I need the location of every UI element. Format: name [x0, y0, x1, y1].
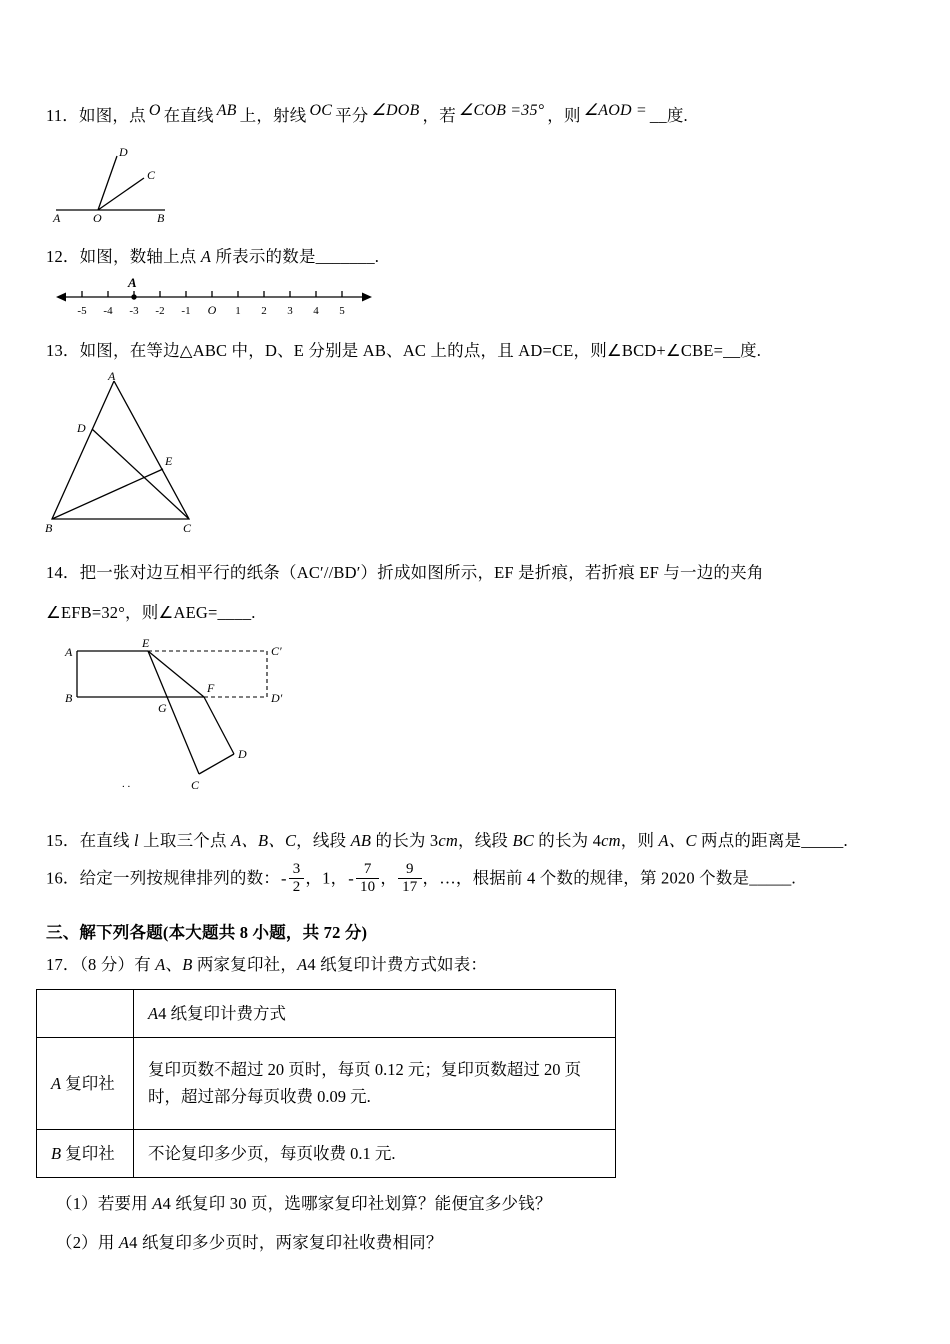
- q11-math-point-o: O: [148, 102, 161, 119]
- q11-label-c: C: [147, 168, 156, 182]
- q11-math-angle-dob: ∠DOB: [371, 102, 420, 119]
- q11-ray-od: [98, 156, 117, 210]
- q16-text: ，: [380, 868, 398, 888]
- q17-sub1-text: （1）若要用: [56, 1193, 148, 1213]
- q16-numerator: 7: [363, 861, 372, 877]
- q16-denominator: 17: [398, 878, 421, 896]
- q12-left-arrowhead: [56, 293, 66, 302]
- question-16: [46, 863, 898, 897]
- q14-label-g: G: [158, 701, 167, 715]
- q16-fraction-9-17: [398, 862, 421, 896]
- shop-b-var: B: [51, 1143, 62, 1163]
- q13-label-a: A: [108, 371, 116, 383]
- table-row-header: [37, 989, 616, 1037]
- q13-label-b: B: [45, 521, 53, 535]
- q15-math-cm: cm: [438, 831, 459, 850]
- q14-label-e: E: [142, 637, 150, 650]
- q16-denominator: 10: [356, 878, 379, 896]
- q12-tick-label: 5: [339, 305, 345, 317]
- q13-text: 如图，在等边△ABC 中，D、E 分别是 AB、AC 上的点，且 AD=CE，则∠BCD+∠CBE=__度.: [79, 341, 762, 360]
- shop-a-label: 复印社: [65, 1073, 115, 1093]
- q17-number: 17．: [46, 954, 80, 974]
- q15-text: 上取三个点: [143, 831, 227, 850]
- q16-fraction-3-2: [289, 862, 305, 896]
- table-cell-shop-a-label: [37, 1037, 134, 1129]
- q11-math-angle-aod: ∠AOD =: [583, 102, 647, 119]
- q14-text: 把一张对边互相平行的纸条（AC′//BD′）折成如图所示，EF 是折痕，若折痕 EF 与一边的夹角: [79, 563, 764, 582]
- table-cell-shop-a-pricing: 复印页数不超过 20 页时，每页 0.12 元；复印页数超过 20 页时，超过部分每页收费 0.09 元.: [134, 1037, 616, 1129]
- q12-tick-label: -2: [155, 305, 165, 317]
- question-14-line1: [46, 561, 898, 585]
- q12-number: 12．: [46, 247, 80, 266]
- q12-tick-label: 1: [235, 305, 241, 317]
- question-17: [46, 953, 898, 977]
- table-cell-shop-b-label: [37, 1129, 134, 1177]
- q12-tick-label: -5: [77, 305, 87, 317]
- q15-text: ，线段: [296, 831, 347, 850]
- shop-b-label: 复印社: [65, 1143, 115, 1163]
- q16-minus-sign: -: [281, 868, 287, 888]
- q17-sub2-text: 4 纸复印多少页时，两家复印社收费相同？: [129, 1232, 443, 1252]
- q11-label-d: D: [119, 145, 128, 159]
- q17-sub1-text: 4 纸复印 30 页，选哪家复印社划算？能便宜多少钱？: [162, 1193, 552, 1213]
- q17-math-b: B: [182, 954, 193, 974]
- q12-math-point-a: A: [200, 247, 212, 266]
- q14-folded-edge-fd: [204, 697, 234, 754]
- q15-text: ，则: [620, 831, 655, 850]
- table-cell-empty: [37, 989, 134, 1037]
- q17-sub2-var: A: [118, 1232, 130, 1252]
- q14-text: ∠EFB=32°，则∠AEG=____.: [46, 603, 256, 622]
- q12-tick-label: 3: [287, 305, 293, 317]
- q13-label-d: D: [77, 421, 86, 435]
- q13-label-e: E: [165, 454, 173, 468]
- q16-text: 给定一列按规律排列的数：: [79, 868, 281, 888]
- q16-minus-sign: -: [348, 868, 354, 888]
- q17-text: 两家复印社，: [196, 954, 298, 974]
- q15-text: 的长为 3: [375, 831, 439, 850]
- figure-q14-folded-strip: [62, 637, 307, 795]
- q12-tick-label: -4: [103, 305, 113, 317]
- table-cell-shop-b-pricing: 不论复印多少页，每页收费 0.1 元.: [134, 1129, 616, 1177]
- q16-denominator: 2: [289, 878, 305, 896]
- figure-q11-angle-diagram: [50, 143, 200, 225]
- question-12: [46, 245, 898, 269]
- q11-label-a: A: [53, 211, 61, 225]
- q11-text: 上，射线: [239, 106, 307, 125]
- q12-origin-label: O: [207, 303, 217, 317]
- q11-text: ，则: [547, 106, 581, 125]
- q12-text: 如图，数轴上点: [79, 247, 197, 266]
- q16-numerator: 3: [292, 861, 301, 877]
- shop-a-var: A: [51, 1073, 62, 1093]
- q14-label-f: F: [207, 681, 215, 695]
- q14-folded-end-cd: [199, 754, 234, 774]
- q11-answer-blank: __度.: [649, 106, 688, 125]
- q11-math-line-ab: AB: [216, 102, 237, 119]
- q14-folded-edge-ec: [148, 651, 199, 774]
- q12-answer-blank: 所表示的数是_______.: [215, 247, 380, 266]
- table-header-text: 4 纸复印计费方式: [158, 1003, 286, 1023]
- q14-dots: . .: [122, 778, 131, 790]
- q12-tick-label: -1: [181, 305, 191, 317]
- q14-label-a: A: [65, 645, 73, 659]
- q15-math-line-l: l: [134, 831, 139, 850]
- q12-tick-label: 4: [313, 305, 319, 317]
- q14-label-c: C: [191, 778, 200, 792]
- q11-math-angle-cob: ∠COB =35°: [458, 102, 545, 119]
- table-row-shop-b: [37, 1129, 616, 1177]
- q12-point-a-label: A: [128, 277, 137, 290]
- q17-sub2-text: （2）用: [56, 1232, 115, 1252]
- q17-text: （8 分）有: [79, 954, 151, 974]
- section-3-header: 三、解下列各题(本大题共 8 小题，共 72 分): [46, 922, 368, 942]
- q15-math-segment-ab: AB: [350, 831, 372, 850]
- q15-math-cm: cm: [601, 831, 621, 850]
- q14-number: 14．: [46, 563, 80, 582]
- q16-answer-blank: ，…，根据前 4 个数的规律，第 2020 个数是_____.: [422, 868, 796, 888]
- q15-math-segment-bc: BC: [512, 831, 534, 850]
- q14-label-c-prime: C′: [271, 644, 282, 658]
- q11-text: 平分: [335, 106, 369, 125]
- q14-label-d-prime: D′: [271, 691, 283, 705]
- question-14-line2: [46, 601, 898, 625]
- q15-text: ，线段: [458, 831, 509, 850]
- q12-right-arrowhead: [362, 293, 372, 302]
- q11-text: 在直线: [163, 106, 214, 125]
- question-17-part-1: [46, 1192, 898, 1216]
- q11-label-b: B: [157, 211, 165, 225]
- q17-math-a: A: [155, 954, 166, 974]
- q13-triangle-abc: [52, 381, 189, 519]
- figure-q13-triangle: [44, 371, 209, 535]
- q17-text: 4 纸复印计费方式如表：: [307, 954, 488, 974]
- table-cell-header: [134, 989, 616, 1037]
- q11-math-ray-oc: OC: [309, 102, 333, 119]
- q15-answer-blank: 两点的距离是_____.: [701, 831, 848, 850]
- q17-text: 、: [165, 954, 183, 974]
- question-17-part-2: [46, 1231, 898, 1255]
- question-15: [46, 829, 898, 853]
- q14-label-b: B: [65, 691, 73, 705]
- question-13: [46, 339, 898, 363]
- table-row-shop-a: [37, 1037, 616, 1129]
- q16-fraction-7-10: [356, 862, 379, 896]
- q12-point-a-dot: [131, 294, 136, 299]
- figure-q12-number-line: [54, 277, 374, 323]
- q15-math-points-abc: A、B、C: [231, 831, 297, 850]
- question-11: [46, 104, 898, 129]
- q11-number: 11．: [46, 106, 79, 125]
- q16-text: ，1，: [305, 868, 348, 888]
- q11-label-o: O: [93, 211, 102, 225]
- q12-tick-label: 2: [261, 305, 267, 317]
- q12-tick-label: -3: [129, 305, 139, 317]
- q11-text: ，若: [422, 106, 456, 125]
- q13-segment-be: [52, 469, 163, 519]
- q14-crease-ef: [148, 651, 204, 697]
- q15-text: 在直线: [79, 831, 130, 850]
- q17-sub1-var: A: [152, 1193, 163, 1213]
- q11-text: 如图，点: [79, 106, 146, 125]
- q16-numerator: 9: [405, 861, 414, 877]
- copy-fee-table: [36, 989, 616, 1178]
- q15-math-points-ac: A、C: [658, 831, 697, 850]
- q15-text: 的长为 4: [538, 831, 602, 850]
- q15-number: 15．: [46, 831, 80, 850]
- table-header-var: A: [148, 1003, 159, 1023]
- q13-number: 13．: [46, 341, 80, 360]
- q17-math-a4: A: [297, 954, 308, 974]
- q14-label-d: D: [238, 747, 247, 761]
- q13-label-c: C: [183, 521, 192, 535]
- q16-number: 16．: [46, 868, 80, 888]
- q11-ray-oc: [98, 178, 144, 210]
- q13-segment-cd: [92, 429, 189, 519]
